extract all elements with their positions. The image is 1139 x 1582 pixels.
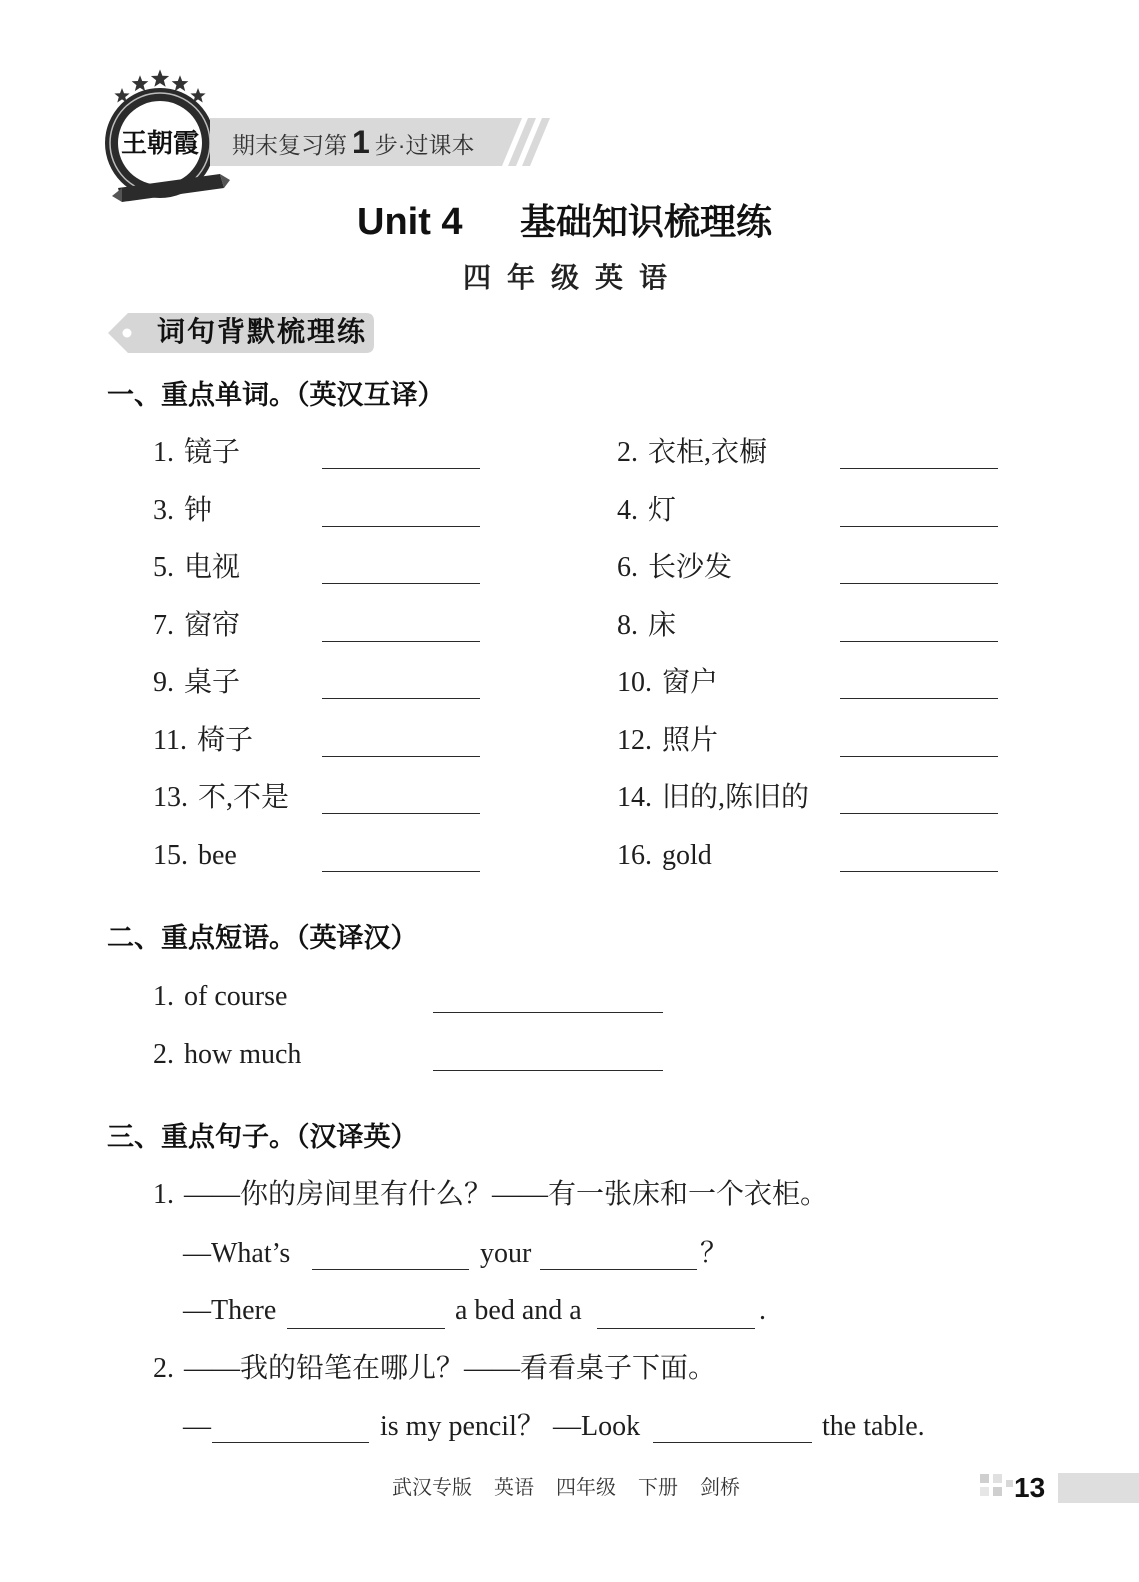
phrase-answer-blank xyxy=(433,980,663,1013)
sentence-segment: ？ xyxy=(700,1238,729,1269)
word-item-text: 衣柜,衣橱 xyxy=(648,437,768,468)
footer-item: 下册 xyxy=(638,1477,678,1499)
word-item xyxy=(153,609,240,643)
word-answer-blank xyxy=(322,494,480,527)
page-title: 基础知识梳理练 xyxy=(520,201,773,242)
question-text: ——你的房间里有什么？——有一张床和一个衣柜。 xyxy=(184,1179,829,1210)
question-2-prompt xyxy=(153,1352,716,1386)
phrase-text: of course xyxy=(184,981,288,1012)
header-banner-text xyxy=(232,124,474,160)
footer-edition-info xyxy=(392,1475,740,1501)
word-item-text: bee xyxy=(198,839,237,871)
sentence-segment: the table. xyxy=(822,1411,925,1442)
word-answer-blank xyxy=(840,839,998,872)
word-item-text: 照片 xyxy=(662,724,719,756)
page-number: 13 xyxy=(1014,1472,1046,1503)
star-icon xyxy=(151,69,169,86)
footer-item: 英语 xyxy=(494,1477,534,1499)
word-item xyxy=(617,666,718,700)
question-1-prompt xyxy=(153,1178,828,1212)
word-item xyxy=(617,781,809,815)
word-answer-blank xyxy=(840,609,998,642)
publisher-logo xyxy=(0,0,240,215)
footer-item: 剑桥 xyxy=(700,1477,740,1499)
word-item-number: 6. xyxy=(617,552,638,583)
question-number: 2. xyxy=(153,1353,174,1384)
sentence-answer-blank xyxy=(212,1410,369,1443)
word-item xyxy=(153,436,240,470)
word-item xyxy=(153,781,289,815)
question-text: ——我的铅笔在哪儿？——看看桌子下面。 xyxy=(184,1353,717,1384)
sentence-segment: is my pencil？ xyxy=(380,1411,545,1442)
part3-heading: 三、重点句子。（汉译英） xyxy=(107,1122,418,1152)
section-tag-label: 词句背默梳理练 xyxy=(157,316,368,347)
word-item-text: 窗帘 xyxy=(184,609,241,641)
phrase-number: 2. xyxy=(153,1039,174,1070)
tag-hole-icon xyxy=(123,329,132,338)
banner-step-number: 1 xyxy=(352,124,370,160)
word-item-text: 长沙发 xyxy=(648,552,733,583)
sentence-answer-blank xyxy=(540,1237,697,1270)
word-item xyxy=(153,839,237,873)
sentence-answer-blank xyxy=(312,1237,469,1270)
word-item-number: 1. xyxy=(153,437,174,468)
word-answer-blank xyxy=(840,781,998,814)
word-item xyxy=(617,609,676,643)
phrase-text: how much xyxy=(184,1039,302,1070)
word-item-text: 旧的,陈旧的 xyxy=(662,782,810,813)
word-answer-blank xyxy=(840,551,998,584)
sentence-segment: —Look xyxy=(553,1411,641,1442)
sentence-answer-blank xyxy=(287,1296,445,1329)
word-item-number: 4. xyxy=(617,494,638,526)
word-answer-blank xyxy=(322,724,480,757)
word-item xyxy=(617,494,676,528)
sentence-segment: —What’s xyxy=(183,1238,291,1269)
word-item xyxy=(153,494,212,528)
sentence-answer-blank xyxy=(597,1296,755,1329)
sentence-segment: your xyxy=(480,1238,532,1269)
word-item-text: 桌子 xyxy=(184,667,241,698)
word-item-text: 钟 xyxy=(184,494,213,526)
word-item xyxy=(617,551,732,585)
sentence-segment: a bed and a xyxy=(455,1295,582,1326)
word-item-text: gold xyxy=(662,839,712,871)
banner-suffix: 步·过课本 xyxy=(374,132,475,158)
word-item-text: 不,不是 xyxy=(198,782,290,813)
word-answer-blank xyxy=(840,724,998,757)
question-number: 1. xyxy=(153,1179,174,1210)
word-item xyxy=(617,436,767,470)
word-answer-blank xyxy=(322,781,480,814)
sentence-segment: —There xyxy=(183,1295,277,1326)
word-item xyxy=(617,724,718,758)
word-item-number: 14. xyxy=(617,782,652,813)
word-item-number: 15. xyxy=(153,839,188,871)
word-item-number: 16. xyxy=(617,839,652,871)
word-answer-blank xyxy=(322,551,480,584)
word-item xyxy=(617,839,712,873)
word-answer-blank xyxy=(840,666,998,699)
word-item-text: 电视 xyxy=(184,552,241,583)
part2-heading: 二、重点短语。（英译汉） xyxy=(107,923,418,953)
word-item-number: 12. xyxy=(617,724,652,756)
word-item-number: 5. xyxy=(153,552,174,583)
logo-ribbon-tail xyxy=(112,188,122,202)
word-answer-blank xyxy=(840,436,998,469)
word-answer-blank xyxy=(322,839,480,872)
banner-prefix: 期末复习第 xyxy=(232,132,347,158)
word-item-text: 镜子 xyxy=(184,437,241,468)
word-item-number: 9. xyxy=(153,667,174,698)
sentence-answer-blank xyxy=(653,1410,812,1443)
sentence-segment: . xyxy=(759,1295,766,1326)
footer-item: 四年级 xyxy=(556,1477,616,1499)
word-item-text: 椅子 xyxy=(196,724,253,756)
word-answer-blank xyxy=(322,666,480,699)
word-item-number: 11. xyxy=(153,724,187,756)
word-item-text: 灯 xyxy=(648,494,677,526)
page-corner-decoration xyxy=(976,1470,1016,1506)
word-item-number: 7. xyxy=(153,609,174,641)
star-icon xyxy=(132,75,149,91)
word-answer-blank xyxy=(840,494,998,527)
part1-heading: 一、重点单词。（英汉互译） xyxy=(107,380,445,410)
word-item-number: 2. xyxy=(617,437,638,468)
phrase-number: 1. xyxy=(153,981,174,1012)
word-item-number: 8. xyxy=(617,609,638,641)
page-title-unit: Unit 4 xyxy=(357,201,463,243)
sentence-segment: — xyxy=(183,1411,211,1442)
word-item-text: 窗户 xyxy=(662,667,719,698)
word-list xyxy=(0,436,1139,896)
word-item-number: 3. xyxy=(153,494,174,526)
word-item xyxy=(153,551,240,585)
phrase-item xyxy=(153,980,287,1014)
page-number-band xyxy=(1058,1473,1139,1503)
phrase-answer-blank xyxy=(433,1038,663,1071)
word-item-number: 10. xyxy=(617,667,652,698)
word-item xyxy=(153,666,240,700)
word-item-number: 13. xyxy=(153,782,188,813)
word-item xyxy=(153,724,253,758)
word-answer-blank xyxy=(322,436,480,469)
page-subtitle: 四年级英语 xyxy=(463,262,684,293)
word-answer-blank xyxy=(322,609,480,642)
footer-item: 武汉专版 xyxy=(392,1477,472,1499)
word-item-text: 床 xyxy=(648,609,677,641)
phrase-item xyxy=(153,1038,301,1072)
logo-lettering: 王朝霞 xyxy=(120,129,200,158)
star-icon xyxy=(172,75,189,91)
